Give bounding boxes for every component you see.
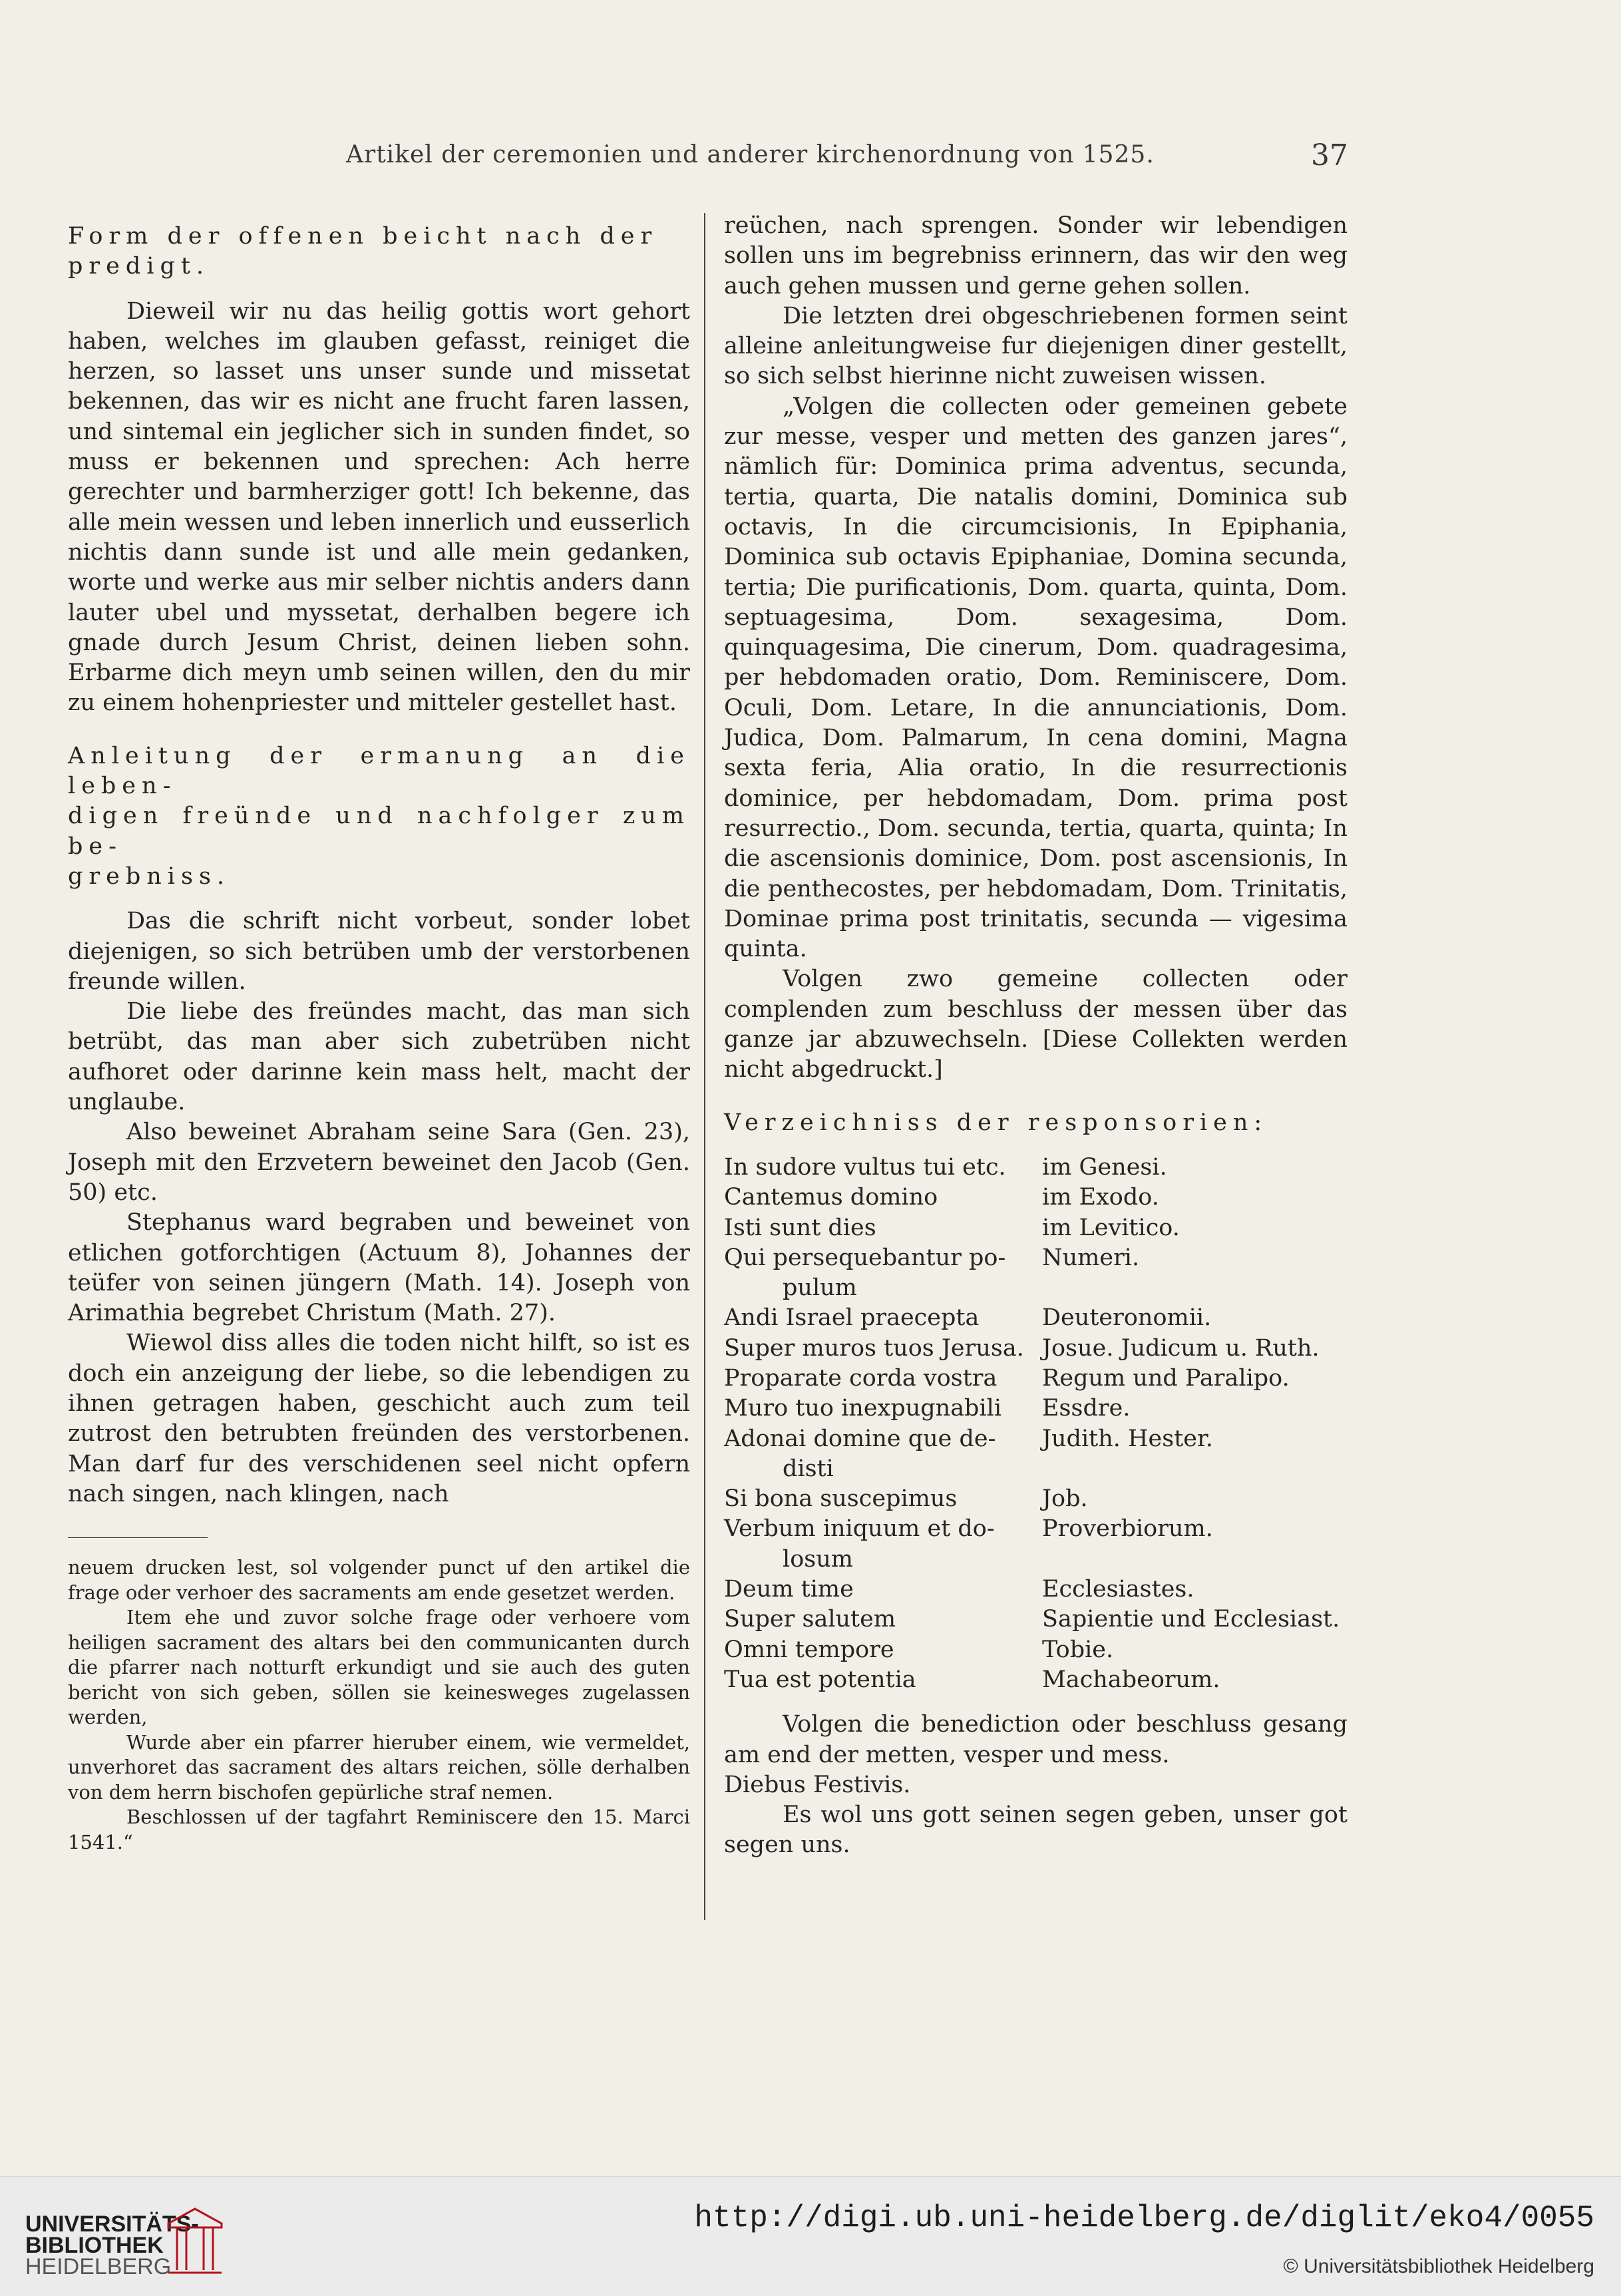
- responsory-row: [724, 1665, 1348, 1695]
- responsory-latin: [724, 1484, 1042, 1514]
- footnote-paragraph: Wurde aber ein pfarrer hieruber einem, wie vermeldet, unverhoret das sacrament des altars reichen, sölle derhalben von dem herrn bischofen gepürliche straf nemen.: [68, 1730, 690, 1804]
- paragraph-stephanus: Stephanus ward begraben und beweinet von etlichen gotforchtigen (Actuum 8), Johannes der teüfer von seinen jüngern (Math. 14). Joseph von Arimathia begrebet Christum (Math. 27).: [68, 1209, 690, 1327]
- responsory-latin-text: Cantemus domino: [724, 1184, 938, 1211]
- responsory-latin-text: Qui persequebantur po-: [724, 1244, 1006, 1271]
- responsory-latin-continuation: disti: [783, 1455, 834, 1482]
- responsory-latin: [724, 1665, 1042, 1695]
- heading-offene-beicht-line2: predigt.: [68, 253, 210, 280]
- footnote-paragraph: Beschlossen uf der tagfahrt Reminiscere den 15. Marci 1541.“: [68, 1806, 690, 1853]
- responsory-latin-text: Verbum iniquum et do-: [724, 1515, 995, 1543]
- paragraph-wiewol: Wiewol diss alles die toden nicht hilft, so ist es doch ein anzeigung der liebe, so die lebendigen zu ihnen getragen haben, geschicht auch zum teil zutrost den betrubten freünden des verstorbenen. Man darf fur des verschidenen seel nicht opfern nach singen, nach klingen, nach: [68, 1330, 690, 1507]
- responsory-latin-text: Isti sunt dies: [724, 1214, 876, 1241]
- page-number: 37: [1311, 138, 1348, 172]
- heading-anleitung-line1: Anleitung der ermanung an die leben-: [68, 742, 690, 800]
- responsory-latin-text: Tua est potentia: [724, 1666, 916, 1693]
- responsories-table: [724, 1153, 1348, 1695]
- responsory-latin: [724, 1153, 1042, 1183]
- responsory-book: Sapientie und Ecclesiast.: [1042, 1606, 1340, 1633]
- responsory-book: im Exodo.: [1042, 1184, 1159, 1211]
- responsory-row: [724, 1364, 1348, 1394]
- responsory-row: [724, 1303, 1348, 1333]
- responsory-latin-text: Deum time: [724, 1576, 854, 1603]
- responsory-latin-text: Super muros tuos Jerusa.: [724, 1334, 1024, 1362]
- responsory-book: Regum und Paralipo.: [1042, 1364, 1290, 1392]
- responsory-row: [724, 1243, 1348, 1304]
- responsory-latin-text: Adonai domine que de-: [724, 1425, 996, 1452]
- logo-line: HEIDELBERG: [25, 2254, 172, 2279]
- library-logo-icon[interactable]: [158, 2203, 232, 2278]
- responsory-latin-text: Andi Israel praecepta: [724, 1304, 980, 1332]
- responsory-row: [724, 1213, 1348, 1243]
- responsory-book: im Genesi.: [1042, 1153, 1167, 1181]
- responsory-book: im Levitico.: [1042, 1214, 1180, 1241]
- responsory-book: Proverbiorum.: [1042, 1515, 1213, 1543]
- footnote-rule: [68, 1537, 208, 1538]
- footer-bar: [0, 2176, 1621, 2296]
- footnote: [68, 1555, 690, 1855]
- responsory-latin-text: Omni tempore: [724, 1636, 894, 1663]
- responsory-latin: [724, 1635, 1042, 1665]
- responsory-row: [724, 1635, 1348, 1665]
- responsory-book: Job.: [1042, 1485, 1088, 1513]
- running-title: Artikel der ceremonien und anderer kirchenordnung von 1525.: [346, 141, 1155, 168]
- responsory-latin: [724, 1605, 1042, 1634]
- heading-anleitung-line3: grebniss.: [68, 862, 231, 890]
- responsory-latin: [724, 1303, 1042, 1333]
- responsory-book: Deuteronomii.: [1042, 1304, 1212, 1332]
- responsory-book: Tobie.: [1042, 1636, 1114, 1663]
- paragraph-liebe: Die liebe des freündes macht, das man sich betrübt, das man aber sich zubetrüben nicht aufhoret oder darinne kein mass helt, macht der unglaube.: [68, 998, 690, 1116]
- responsory-latin: [724, 1334, 1042, 1364]
- responsory-latin-text: Super salutem: [724, 1606, 896, 1633]
- responsory-latin: [724, 1514, 1042, 1575]
- copyright-notice: © Universitätsbibliothek Heidelberg: [1283, 2255, 1594, 2277]
- paragraph-complenden: Volgen zwo gemeine collecten oder complenden zum beschluss der messen über das ganze jar abzuwechseln. [Diese Collekten werden nicht abgedruckt.]: [724, 966, 1348, 1083]
- paragraph-collecten: „Volgen die collecten oder gemeinen gebete zur messe, vesper und metten des ganzen jares“, nämlich für: Dominica prima adventus, secunda, tertia, quarta, Die natalis domini, Dominica sub octavis, In die circumcisionis, In Epiphania, Dominica sub octavis Epiphaniae, Domina secunda, tertia; Die purificationis, Dom. quarta, quinta, Dom. septuagesima, Dom. sexagesima, Dom. quinquagesima, Die cinerum, Dom. quadragesima, per hebdomaden oratio, Dom. Reminiscere, Dom. Oculi, Dom. Letare, In die annunciationis, Dom. Judica, Dom. Palmarum, In cena domini, Magna sexta feria, Alia oratio, In die resurrectionis dominice, per hebdomadam, Dom. prima post resurrectio., Dom. secunda, tertia, quarta, quinta; In die ascensionis dominice, Dom. post ascensionis, In die penthecostes, per hebdomadam, Dom. Trinitatis, Dominae prima post trinitatis, secunda — vigesima quinta.: [724, 393, 1348, 963]
- responsory-latin: [724, 1183, 1042, 1213]
- responsory-row: [724, 1484, 1348, 1514]
- responsory-latin: [724, 1424, 1042, 1485]
- left-column: [68, 222, 690, 1855]
- heading-offene-beicht-line1: Form der offenen beicht nach der: [68, 223, 658, 250]
- paragraph-reuchen: reüchen, nach sprengen. Sonder wir lebendigen sollen uns im begrebniss erinnern, das wir den weg auch gehen mussen und gerne gehen sollen.: [724, 212, 1348, 299]
- responsory-latin: [724, 1213, 1042, 1243]
- paragraph-schrift: Das die schrift nicht vorbeut, sonder lobet diejenigen, so sich betrüben umb der verstorbenen freunde willen.: [68, 908, 690, 995]
- responsory-latin-text: Muro tuo inexpugnabili: [724, 1395, 1002, 1422]
- responsory-book: Judith. Hester.: [1042, 1425, 1214, 1452]
- responsory-latin-text: Proparate corda vostra: [724, 1364, 997, 1392]
- responsory-latin-continuation: losum: [783, 1545, 853, 1573]
- responsory-row: [724, 1153, 1348, 1183]
- paragraph-formen: Die letzten drei obgeschriebenen formen seint alleine anleitungweise fur diejenigen diner gestellt, so sich selbst hierinne nicht zuweisen wissen.: [724, 302, 1348, 390]
- responsory-row: [724, 1605, 1348, 1634]
- responsory-book: Ecclesiastes.: [1042, 1576, 1194, 1603]
- responsory-latin: [724, 1394, 1042, 1424]
- responsory-row: [724, 1183, 1348, 1213]
- permalink-url[interactable]: http://digi.ub.uni-heidelberg.de/diglit/eko4/0055: [694, 2201, 1594, 2235]
- right-column: [724, 211, 1348, 1861]
- logo-line: BIBLIOTHEK: [25, 2233, 164, 2258]
- responsory-row: [724, 1394, 1348, 1424]
- responsory-latin-text: In sudore vultus tui etc.: [724, 1153, 1006, 1181]
- responsory-row: [724, 1514, 1348, 1575]
- paragraph-segen: Es wol uns gott seinen segen geben, unser got segen uns.: [724, 1802, 1348, 1859]
- responsory-latin: [724, 1243, 1042, 1304]
- logo-line: UNIVERSITÄTS-: [25, 2211, 199, 2237]
- heading-anleitung-line2: digen freünde und nachfolger zum be-: [68, 803, 690, 860]
- responsory-latin-text: Si bona suscepimus: [724, 1485, 958, 1513]
- footnote-paragraph: Item ehe und zuvor solche frage oder verhoere vom heiligen sacrament des altars bei den communicanten durch die pfarrer nach notturft erkundigt und sie auch des guten bericht von sich geben, söllen sie keinesweges zugelassen werden,: [68, 1606, 690, 1729]
- paragraph-benediction: Volgen die benediction oder beschluss gesang am end der metten, vesper und mess.: [724, 1711, 1348, 1768]
- responsory-row: [724, 1334, 1348, 1364]
- responsory-book: Machabeorum.: [1042, 1666, 1220, 1693]
- paragraph-beicht: Dieweil wir nu das heilig gottis wort gehort haben, welches im glauben gefasst, reiniget die herzen, so lasset uns unser sunde und missetat bekennen, das wir es nicht ane frucht faren lassen, und sintemal ein jeglicher sich in sunden findet, so muss er bekennen und sprechen: Ach herre gerechter und barmherziger gott! Ich bekenne, das alle mein wessen und leben innerlich und eusserlich nichtis dann sunde ist und alle mein gedanken, worte und werke aus mir selber nichtis anders dann lauter ubel und myssetat, derhalben begere ich gnade durch Jesum Christ, deinen lieben sohn. Erbarme dich meyn umb seinen willen, den du mir zu einem hohenpriester und mitteler gestellet hast.: [68, 297, 690, 717]
- paragraph-abraham: Also beweinet Abraham seine Sara (Gen. 23), Joseph mit den Erzvetern beweinet den Jacob (Gen. 50) etc.: [68, 1119, 690, 1206]
- responsory-book: Josue. Judicum u. Ruth.: [1042, 1334, 1320, 1362]
- column-divider: [704, 213, 705, 1920]
- responsory-latin: [724, 1575, 1042, 1605]
- responsory-book: Numeri.: [1042, 1244, 1140, 1271]
- diebus-festivis: Diebus Festivis.: [724, 1771, 911, 1798]
- responsory-latin-continuation: pulum: [783, 1274, 857, 1302]
- responsory-latin: [724, 1364, 1042, 1394]
- responsory-book: Essdre.: [1042, 1395, 1131, 1422]
- responsory-row: [724, 1575, 1348, 1605]
- responsory-row: [724, 1424, 1348, 1485]
- heading-responsorien: Verzeichniss der responsorien:: [724, 1109, 1268, 1136]
- footnote-paragraph: neuem drucken lest, sol volgender punct uf den artikel die frage oder verhoer des sacraments am ende gesetzet werden.: [68, 1556, 690, 1604]
